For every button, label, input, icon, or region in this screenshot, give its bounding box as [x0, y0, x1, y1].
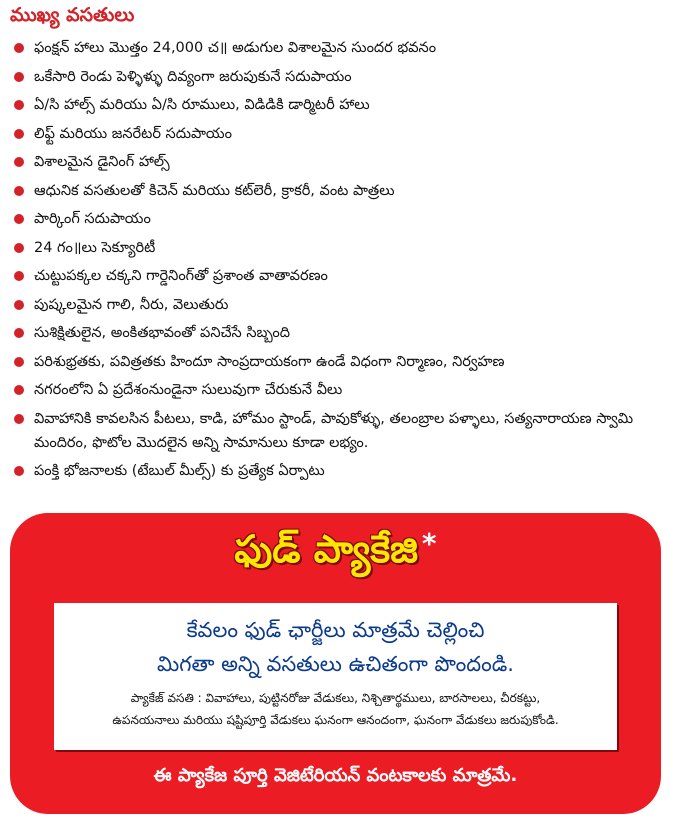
feature-item — [10, 376, 670, 405]
feature-text: పరిశుభ్రతకు, పవిత్రతకు హిందూ సాంప్రదాయకంగా ఉండే విధంగా నిర్మాణం, నిర్వహణ — [34, 353, 505, 370]
bullet-icon — [14, 357, 24, 367]
food-package-details-box — [54, 603, 617, 750]
feature-item — [10, 405, 670, 457]
feature-item — [10, 120, 670, 149]
feature-item — [10, 63, 670, 92]
feature-text: ఒకేసారి రెండు పెళ్ళిళ్ళు దివ్యంగా జరుపుకునే సదుపాయం — [34, 68, 352, 85]
feature-item — [10, 177, 670, 206]
food-package-note-2: ఉపనయనాలు మరియు షష్టిపూర్తి వేడుకలు ఘనంగా ఆనందంగా, ఘనంగా వేడుకలు జరుపుకోండి. — [112, 713, 559, 727]
feature-item — [10, 262, 670, 291]
feature-item — [10, 291, 670, 320]
feature-text: పుష్కలమైన గాలి, నీరు, వెలుతురు — [34, 296, 229, 313]
asterisk-mark: * — [421, 527, 437, 560]
feature-item — [10, 348, 670, 377]
feature-text: సుశిక్షితులైన, అంకితభావంతో పనిచేసే సిబ్బంది — [34, 325, 290, 341]
feature-item — [10, 205, 670, 234]
bullet-icon — [14, 243, 24, 253]
feature-text: పంక్తి భోజనాలకు (టేబుల్ మీల్స్) కు ప్రత్యేక ఏర్పాటు — [34, 462, 325, 479]
food-package-title-text: ఫుడ్ ప్యాకేజి — [234, 527, 418, 571]
bullet-icon — [14, 129, 24, 139]
features-list — [10, 34, 670, 485]
food-package-note-1: ప్యాకేజ్ వసతి : వివాహాలు, పుట్టినరోజు వేడుకలు, నిశ్చితార్థములు, బారసాలలు, చీరకట్టు, — [130, 691, 541, 705]
bullet-icon — [14, 186, 24, 196]
feature-text: వివాహానికి కావలసిన పీటలు, కాడి, హోమం స్టాండ్, పావుకోళ్ళు, తలంబ్రాల పళ్ళాలు, సత్యనారాయణ స్వామి మందిరం, ఫొటోల మొదలైన అన్ని సామానులు కూడా లభ్యం. — [34, 410, 634, 451]
bullet-icon — [14, 414, 24, 424]
bullet-icon — [14, 300, 24, 310]
feature-text: ఆధునిక వసతులతో కిచెన్ మరియు కట్‌లెరీ, క్రాకరీ, వంట పాత్రలు — [34, 182, 395, 199]
feature-text: చుట్టుపక్కల చక్కని గార్డెనింగ్‌తో ప్రశాంత వాతావరణం — [34, 268, 328, 284]
bullet-icon — [14, 157, 24, 167]
bullet-icon — [14, 43, 24, 53]
bullet-icon — [14, 271, 24, 281]
food-package-line-2: మిగతా అన్ని వసతులు ఉచితంగా పొందండి. — [157, 652, 514, 676]
bullet-icon — [14, 72, 24, 82]
feature-text: నగరంలోని ఏ ప్రదేశంనుండైనా సులువుగా చేరుకునే వీలు — [34, 382, 343, 398]
food-package-footer: ఈ ప్యాకేజ పూర్తి వెజిటేరియన్ వంటకాలకు మాత్రమే. — [153, 765, 518, 786]
feature-item — [10, 34, 670, 63]
feature-item — [10, 457, 670, 486]
food-package-panel — [10, 513, 661, 814]
feature-item — [10, 234, 670, 263]
feature-item — [10, 91, 670, 120]
feature-text: లిఫ్ట్ మరియు జనరేటర్ సదుపాయం — [34, 125, 232, 142]
bullet-icon — [14, 328, 24, 338]
feature-item — [10, 148, 670, 177]
feature-text: పార్కింగ్ సదుపాయం — [34, 211, 151, 227]
section-heading: ముఖ్య వసతులు — [10, 4, 135, 26]
food-package-line-1: కేవలం ఫుడ్ ఛార్జీలు మాత్రమే చెల్లించి — [186, 618, 485, 642]
feature-item — [10, 319, 670, 348]
food-package-title — [10, 527, 661, 581]
feature-text: విశాలమైన డైనింగ్ హాల్స్ — [34, 154, 170, 170]
feature-text: ఫంక్షన్ హాలు మొత్తం 24,000 చ॥ అడుగుల విశాలమైన సుందర భవనం — [34, 40, 437, 56]
feature-text: 24 గం॥లు సెక్యూరిటీ — [34, 239, 156, 256]
bullet-icon — [14, 100, 24, 110]
feature-text: ఏ/సి హాల్స్ మరియు ఏ/సి రూములు, విడిడికి డార్మిటరీ హాలు — [34, 97, 370, 113]
bullet-icon — [14, 385, 24, 395]
bullet-icon — [14, 466, 24, 476]
bullet-icon — [14, 214, 24, 224]
